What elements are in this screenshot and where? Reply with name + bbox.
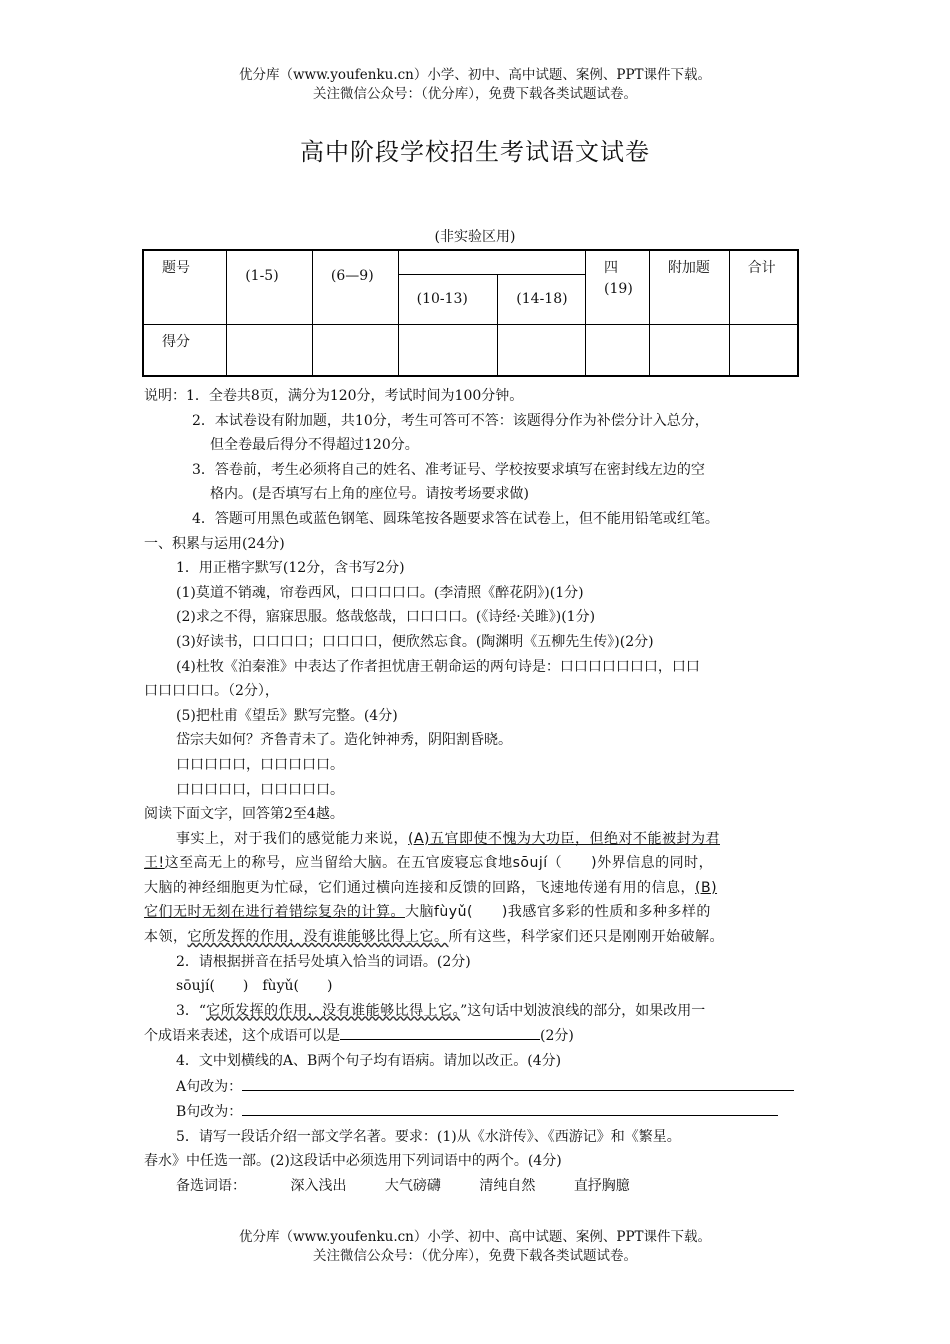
passage-text: 大脑的神经细胞更为忙碌，它们通过横向连接和反馈的回路，飞速地传递有用的信息，: [144, 879, 695, 896]
passage-text: 所有这些，科学家们还只是刚刚开始破解。: [448, 929, 724, 946]
answer-b-label: B句改为：: [176, 1104, 243, 1121]
note-1: 说明：1．全卷共8页，满分为120分，考试时间为100分钟。: [144, 388, 524, 404]
answer-b-line: [144, 1099, 814, 1125]
question-3-points: (2分): [540, 1028, 574, 1045]
question-1-4-cont: 口口口口口。（2分），: [144, 683, 279, 700]
score-col-7: 合计: [729, 250, 798, 324]
question-1-5: (5)把杜甫《望岳》默写完整。(4分): [176, 707, 398, 724]
passage-line-4: [144, 900, 814, 925]
poem-line-1: 岱宗夫如何？齐鲁青未了。造化钟神秀，阴阳割昏晓。: [176, 732, 512, 749]
passage-line-5: [144, 925, 814, 950]
score-cell[interactable]: [398, 324, 498, 376]
footer-line-1: 优分库（www.youfenku.cn）小学、初中、高中试题、案例、PPT课件下载。: [238, 1229, 712, 1245]
score-cell[interactable]: [498, 324, 586, 376]
sentence-a-end: 王!: [144, 855, 165, 872]
note-2: 2．本试卷设有附加题，共10分，考生可答可不答：该题得分作为补偿分计入总分，: [192, 412, 709, 429]
passage-text: 大脑fùyǔ( )我感官多彩的性质和多种多样的: [405, 904, 711, 921]
score-col-2: (6—9): [312, 250, 398, 324]
question-2: 2．请根据拼音在括号处填入恰当的词语。(2分): [176, 953, 471, 970]
answer-b-blank[interactable]: [242, 1099, 778, 1116]
score-cell[interactable]: [729, 324, 798, 376]
question-2-answer-line[interactable]: sōují( ) fùyǔ( ): [176, 978, 333, 995]
score-col-5-range: (19): [604, 281, 633, 297]
question-1-2: (2)求之不得，寤寐思服。悠哉悠哉，口口口口。(《诗经·关雎》)(1分): [176, 609, 596, 626]
exam-body: [144, 384, 814, 1199]
term-option: 大气磅礴: [384, 1178, 441, 1194]
note-3-cont: 格内。(是否填写右上角的座位号。请按考场要求做): [210, 486, 529, 503]
answer-a-label: A句改为：: [176, 1078, 243, 1095]
passage-text: 事实上，对于我们的感觉能力来说，: [176, 830, 408, 847]
passage-text: 这至高无上的称号，应当留给大脑。在五官废寝忘食地sōují（ )外界信息的同时，: [164, 855, 714, 872]
wavy-sentence: 它所发挥的作用，没有谁能够比得上它。: [187, 929, 449, 946]
score-cell[interactable]: [586, 324, 650, 376]
terms-label: 备选词语：: [176, 1178, 246, 1194]
answer-a-line: [144, 1074, 814, 1100]
score-col-3-group: [398, 250, 585, 274]
subtitle: (非实验区用): [434, 229, 516, 245]
question-5: 5．请写一段话介绍一部文学名著。要求：(1)从《水浒传》、《西游记》和《繁星。: [176, 1128, 681, 1145]
question-3-cont: [144, 1023, 814, 1049]
question-1: 1．用正楷字默写(12分，含书写2分): [176, 560, 405, 577]
question-3-start: 3．“: [176, 1002, 207, 1019]
page-title: 高中阶段学校招生考试语文试卷: [300, 138, 650, 166]
score-cell[interactable]: [649, 324, 729, 376]
header-line-2: 关注微信公众号：（优分库），免费下载各类试题试卷。: [313, 86, 637, 102]
score-cell[interactable]: [227, 324, 313, 376]
note-3: 3．答卷前，考生必须将自己的姓名、准考证号、学校按要求填写在密封线左边的空: [192, 461, 705, 478]
term-option: 直抒胸臆: [573, 1178, 630, 1194]
note-4: 4．答题可用黑色或蓝色钢笔、圆珠笔按各题要求答在试卷上，但不能用铅笔或红笔。: [192, 510, 719, 527]
score-col-5-name: 四: [604, 260, 619, 276]
score-col-4: (14-18): [498, 274, 586, 324]
question-1-4: (4)杜牧《泊秦淮》中表达了作者担忧唐王朝命运的两句诗是：口口口口口口口，口口: [176, 658, 700, 675]
score-cell[interactable]: [312, 324, 398, 376]
passage-line-3: [144, 876, 814, 901]
sentence-a: (A)五官即使不愧为大功臣，但绝对不能被封为君: [408, 830, 720, 847]
term-option: 深入浅出: [290, 1178, 347, 1194]
score-col-1: (1-5): [227, 250, 313, 324]
poem-line-3: 口口口口口，口口口口口。: [176, 781, 344, 798]
sentence-b: (B): [695, 879, 718, 896]
score-header-label: 题号: [143, 250, 227, 324]
question-3-prompt: 个成语来表述，这个成语可以是: [144, 1028, 340, 1045]
score-row-label: 得分: [143, 324, 227, 376]
footer-line-2: 关注微信公众号：（优分库），免费下载各类试题试卷。: [313, 1248, 637, 1264]
question-3-quote: 它所发挥的作用，没有谁能够比得上它。: [206, 1002, 461, 1019]
note-2-cont: 但全卷最后得分不得超过120分。: [210, 437, 419, 454]
passage-line-1: [144, 827, 814, 852]
term-option: 清纯自然: [479, 1178, 536, 1194]
question-5-cont: 春水》中任选一部。(2)这段话中必须选用下列词语中的两个。(4分): [144, 1153, 562, 1170]
section-heading: 一、积累与运用(24分): [144, 535, 285, 552]
score-col-3: (10-13): [398, 274, 498, 324]
poem-line-2: 口口口口口，口口口口口。: [176, 756, 344, 773]
question-3-text: ”这句话中划波浪线的部分，如果改用一: [460, 1002, 706, 1019]
question-4: 4．文中划横线的A、B两个句子均有语病。请加以改正。(4分): [176, 1053, 562, 1070]
score-col-6: 附加题: [649, 250, 729, 324]
passage-line-2: [144, 851, 814, 876]
question-1-1: (1)莫道不销魂，帘卷西风，口口口口口。(李清照《醉花阴》)(1分): [176, 584, 584, 601]
score-col-5: [586, 250, 650, 324]
reading-intro: 阅读下面文字，回答第2至4越。: [144, 806, 344, 823]
question-3: [144, 999, 814, 1024]
sentence-b-end: 它们无时无刻在进行着错综复杂的计算。: [144, 904, 405, 921]
answer-a-blank[interactable]: [242, 1074, 794, 1091]
idiom-answer-blank[interactable]: [340, 1023, 540, 1040]
passage-text: 本领，: [144, 929, 188, 946]
score-table: [142, 249, 799, 377]
term-options: [144, 1174, 814, 1199]
question-1-3: (3)好读书，口口口口；口口口口，便欣然忘食。(陶渊明《五柳先生传》)(2分): [176, 633, 654, 650]
header-line-1: 优分库（www.youfenku.cn）小学、初中、高中试题、案例、PPT课件下载。: [238, 67, 712, 83]
